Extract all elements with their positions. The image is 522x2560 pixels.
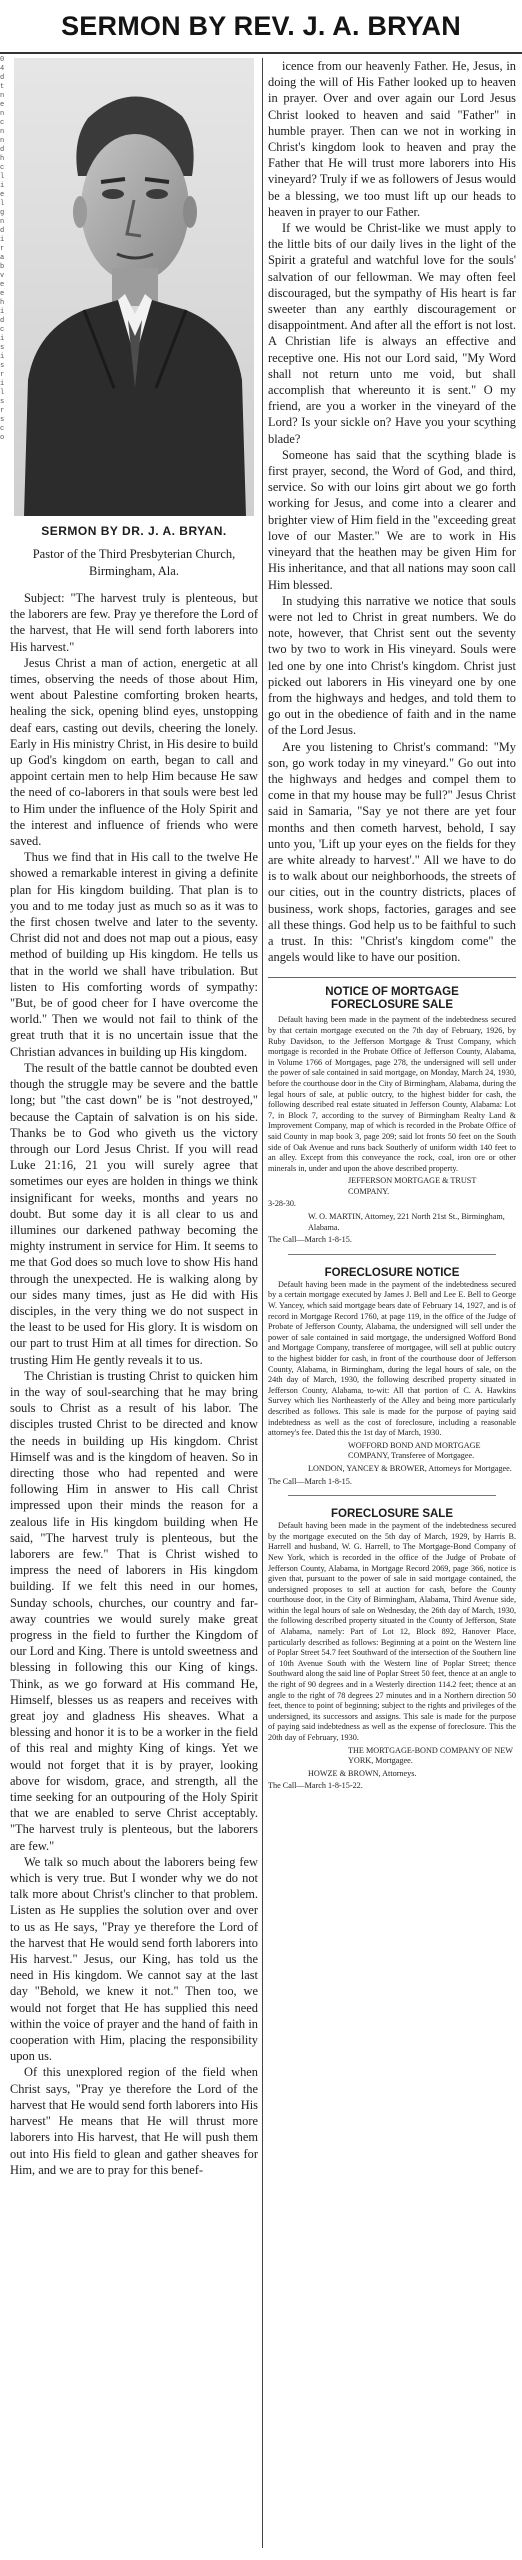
notice-subtitle: FORECLOSURE SALE xyxy=(330,999,454,1012)
notice-edition: The Call—March 1-8-15. xyxy=(268,1235,352,1245)
notice-attorney: W. O. MARTIN, Attorney, 221 North 21st St., Birmingham, Alabama. xyxy=(308,1212,505,1232)
sermon-paragraph: We talk so much about the laborers being few which is very true. But I wonder why we do not talk more about Christ's clincher to that problem. Listen as He supplies the solution over and over to us as He says, "Pray ye therefore the Lord of the harvest that He would send forth laborers into His harvest." Jesus, our King, has told us the need in His kingdom. We cannot say at the last day "Behold, we knew it not." Then too, we would not forget that He has supplied this need within the voice of prayer and the hand of faith in cooperation with Him, placing the responsibility upon us. xyxy=(10,1854,258,2064)
notice-body: Default having been made in the payment of the indebtedness secured by the mortgage executed on the 5th day of March, 1929, by Harris B. Harrell and husband, W. G. Harrell, to The Mortgage-Bond Company of New York, which is recorded in the office of the Judge of Probate of Jefferson County, Alabama, in Mortgage Record 2069, page 366, notice is given that, pursuant to the power of sale in said mortgage contained, the undersigned proposes to sell at auction for cash, before the County courthouse door, in the City of Birmingham, Alabama, Third Avenue side, within the legal hours of sale on Wednesday, the 26th day of March, 1930, the following described property situated in the County of Jefferson, State of Alabama, namely: Part of Lot 12, Block 892, Hanover Place, particularly described as follows: Beginning at a point on the Western line of Poplar Street 54.7 feet Southward of the intersection of the Southern line of 10th Avenue South with the Western line of Poplar Street; thence Southward along the said line of Poplar Street 50 feet, thence at an angle to the right of 90 degrees and in a Westerly direction 114.2 feet; thence at an angle to the right of 78 degrees 27 minutes and in a Northern direction 50 feet, thence to point of beginning; subject to the rights and privileges of the undersigned, its successors and assigns. This sale is made for the purpose of paying said indebtedness as well as the expense of foreclosure. This the 20th day of February, 1930. xyxy=(268,1521,516,1742)
notice-body: Default having been made in the payment of the indebtedness secured by a certain mortgage executed by James J. Bell and Lee E. Bell to George W. Yancey, which said mortgage bears date of February 14, 1927, and is of record in Mortgage Record 1760, at page 119, in the office of the Judge of Probate of Jefferson County, Alabama, the undersigned will sell under the power of sale contained in said mortgage, the undersigned Wofford Bond and Mortgage Company, transferee of mortgagee, will sell at public outcry to the highest bidder for cash, in front of the courthouse door of Jefferson County, Alabama, in Birmingham, during the legal hours of sale, on the 24th day of March, 1930, the following described property situated in Jefferson County, Alabama, to-wit: All that portion of C. A. Hawkins Survey which lies Northeasterly of the Alley and being more particularly described as follows. This sale is made for the purpose of paying said indebtedness as well as the cost of foreclosure, including a reasonable attorney's fee. Dated this the 1st day of March, 1930. xyxy=(268,1279,516,1438)
notice-body: Default having been made in the payment of the indebtedness secured by that certain mortgage executed on the 7th day of February, 1926, by Ruby Davidson, to the Jefferson Mortgage & Trust Company, which mortgage is recorded in the Probate Office of Jefferson County, Alabama, in Volume 1766 of Mortgages, page 278, the undersigned will sell under the power of sale contained in said mortgage, on Monday, March 24, 1930, before the courthouse door in the City of Birmingham, Alabama, during the legal hours of sale, at public outcry, to the highest bidder for cash, the following described real estate situated in Jefferson County, Alabama: Lot 7, in Block 7, according to the survey of Birmingham Realty Land & Improvement Company, map of which is recorded in the Probate Office of said County in map book 3, page 209; said lot fronts 50 feet on the South side of Oak Avenue and runs back Southerly of uniform width 140 feet to an alley. Except from this conveyance the rock, coal, iron ore or other minerals in, under and upon the above described property. xyxy=(268,1015,516,1173)
article-headline-bar xyxy=(0,0,522,54)
pastor-portrait-photo xyxy=(14,58,254,516)
notice-edition: The Call—March 1-8-15-22. xyxy=(268,1781,363,1791)
sermon-paragraph: Thus we find that in His call to the twelve He showed a remarkable interest in giving a definite plan for His kingdom building. That plan is to you and to me today just as much so as it was to the first chosen twelve and later to the seventy. Christ did not and does not map out a pious, easy method of building up His kingdom. He tells us that in the world we shall have tribulation. But listen to His comforting words of sympathy: "But, be of good cheer for I have overcome the world." Then we would not fail to think of the great truth that it is no uncertain issue that the Christian advances in building up His kingdom. xyxy=(10,850,258,1059)
notice-edition: The Call—March 1-8-15. xyxy=(268,1476,352,1486)
sermon-paragraph: Someone has said that the scything blade is first prayer, second, the Word of God, and third, service. So with our loins girt about we go forth working for Jesus, and come into a clearer and brighter view of Him field in the "exceeding great love of our Master." We are to work in His vineyard that the heathen may be given Him for His inheritance, and that all nations may soon call Him blessed. xyxy=(268,447,516,592)
notice-separator xyxy=(288,1495,496,1496)
sermon-paragraph: The Christian is trusting Christ to quicken him in the way of soul-searching that he may bring souls to Christ as a result of his labor. The disciples trusted Christ to be directed and know the needs in building up His kingdom. Christ Himself was and is the kingdom of heaven. So in directing those who had repented and were following Him in answer to His call Christ impressed upon their minds the reason for a zealous life in His kingdom building when He said, "The harvest truly is plenteous, but the laborers are few." That is Christ wished to impress the need of laborers in His kingdom building. If we felt this need in our homes, Sunday schools, churches, our country and far-away countries we would surely make great progress in the field to further the Kingdom of our Lord and King. There is untold sweetness and blessing in following this our King of kings. Think, as we go forward at His command He, Himself, blesses us as reapers and receives with great joy and gladness His sheaves. What a blessing and honor it is to be a worker in the field of this real and mighty King of kings. Yet we would not forget that it is by prayer, looking above for wisdom, grace, and strength, all the time seeking for an outpouring of the Holy Spirit that we are enabled to serve Christ acceptably. "The harvest truly is plenteous, but the laborers are few." xyxy=(10,1368,258,1853)
legal-notice-foreclosure-sale xyxy=(268,1508,516,1792)
sermon-paragraph: Jesus Christ a man of action, energetic at all times, observing the needs of those about Him, went about Palestine comforting broken hearts, healing the sick, opening blind eyes, unstopping deaf ears, casting out devils, cheering the lonely. Early in His ministry Christ, in His desire to build up God's kingdom on earth, began to call and appoint certain men to help Him because He saw the need of co-laborers in that souls were best led to Him under the influence of the Holy Spirit and the interest and influence of friends who were saved. xyxy=(10,655,258,849)
legal-notice-foreclosure-notice xyxy=(268,1267,516,1487)
sermon-paragraph: In studying this narrative we notice that souls were not led to Christ in great numbers. We do note, however, that Christ sent out the seventy two by two to work in His vineyard. Souls were led one by one into Christ's kingdom. Christ just picked out laborers in His vineyard one by one from the highways and hedges, and told them to go out in the obedience of faith and in the name of the Lord Jesus. xyxy=(268,593,516,738)
sermon-paragraph: The result of the battle cannot be doubted even though the struggle may be severe and the battle long; but "the cast down" be is "not destroyed," because the Captain of salvation is on his side. Thanks be to God who giveth us the victory through our Lord Jesus Christ. If you will read Luke 21:16, 21 you will surely agree that sometimes our eyes are holden in things we think insignificant for weeks, months and years no doubt. But some day it is all clear to us and illumines our darkened pathway becoming the mighty instrument in service for Him. It seems to me that God does so much love to show His hand through the unexpected. He is walking along by our sides many times, just as He did with His disciples, in the very thing we do not suspect in the least to be used for His glory. It is wisdom on our part to trust Him at all times for direction. So trusting Him He gently reveals it to us. xyxy=(10,1060,258,1367)
notice-title: FORECLOSURE SALE xyxy=(330,1508,454,1521)
page-title: SERMON BY REV. J. A. BRYAN xyxy=(61,10,461,41)
sermon-paragraph: Subject: "The harvest truly is plenteous, but the laborers are few. Pray ye therefore the Lord of the harvest, that He will send forth laborers into His harvest." xyxy=(10,591,258,654)
right-column xyxy=(268,58,516,1792)
notice-separator xyxy=(288,1254,496,1255)
portrait-illustration xyxy=(14,58,254,516)
notice-date: 3-28-30. xyxy=(268,1199,296,1209)
notice-company: WOFFORD BOND AND MORTGAGE COMPANY, Transferee of Mortgagee. xyxy=(348,1440,481,1461)
notice-attorney: HOWZE & BROWN, Attorneys. xyxy=(308,1768,417,1778)
left-column xyxy=(10,58,258,2178)
adjacent-column-fragments: 04 d t nen c n n dh cli e lg ndir ab ve eh id cis is ri ls rs co xyxy=(0,56,5,442)
sermon-text-left xyxy=(10,590,258,2178)
column-divider xyxy=(262,58,263,2548)
legal-notice-mortgage-foreclosure xyxy=(268,977,516,1245)
notice-company: JEFFERSON MORTGAGE & TRUST COMPANY. xyxy=(348,1176,477,1196)
photo-caption-name: SERMON BY DR. J. A. BRYAN. xyxy=(41,524,227,538)
notice-title: NOTICE OF MORTGAGE xyxy=(325,986,459,999)
notice-company: THE MORTGAGE-BOND COMPANY OF NEW YORK, Mortgagee. xyxy=(348,1745,513,1766)
sermon-paragraph: If we would be Christ-like we must apply to the little bits of our daily lives in the light of the Spirit a grateful and watchful love for the souls' salvation of our fellowman. We may often feel discouraged, but the sympathy of His heart is far sweeter than any earthly discouragement or disappointment. And after all the effort is not lost. A Christian life is always an effective and receptive one. His not our Lord said, "My Word shall not return unto me void, but shall accomplish that whereunto it is sent." O my friend, are you a worker in the vineyard of the Lord? Is your sickle on? Have you your scything blade? xyxy=(268,221,516,446)
notice-title: FORECLOSURE NOTICE xyxy=(324,1266,460,1279)
notice-attorney: LONDON, YANCEY & BROWER, Attorneys for Mortgagee. xyxy=(308,1463,512,1473)
sermon-text-right xyxy=(268,58,516,965)
sermon-paragraph: Are you listening to Christ's command: "My son, go work today in my vineyard." Go out into the highways and hedges and compel them to come in that my house may be full?" Jesus Christ said in Samaria, "Say ye not there are yet four months and then cometh harvest, behold, I say unto you, 'Lift up your eyes on the fields for they are white already to harvest'." All we have to do is to walk about our neighborhoods, the streets of our cities, out in the country districts, places of business, work shops, factories, garages and see all these things. God help us to be faithful to such a trust. In this: "Christ's kingdom come" the angels would like to have our position. xyxy=(268,739,516,965)
photo-caption-subtitle: Pastor of the Third Presbyterian Church, Birmingham, Ala. xyxy=(32,547,236,578)
sermon-paragraph: Of this unexplored region of the field when Christ says, "Pray ye therefore the Lord of the harvest that He would send forth laborers into His harvest" He means that He will thrust more laborers into His harvest, that He will push them out into His field to glean and gather sheaves for Him, and we are to pray for this benef- xyxy=(10,2065,258,2177)
sermon-paragraph: icence from our heavenly Father. He, Jesus, in doing the will of His Father looked up to heaven in prayer. Over and over again our Lord Jesus Christ looked to heaven and said "Father" in humble prayer. Then can we not in working in Christ's kingdom look to heaven and pray the Father that He will trust more laborers into His vineyard? Truly if we as followers of Jesus would be a blessing, we too must lift up our heads to heaven in prayer to our Father. xyxy=(268,59,516,219)
